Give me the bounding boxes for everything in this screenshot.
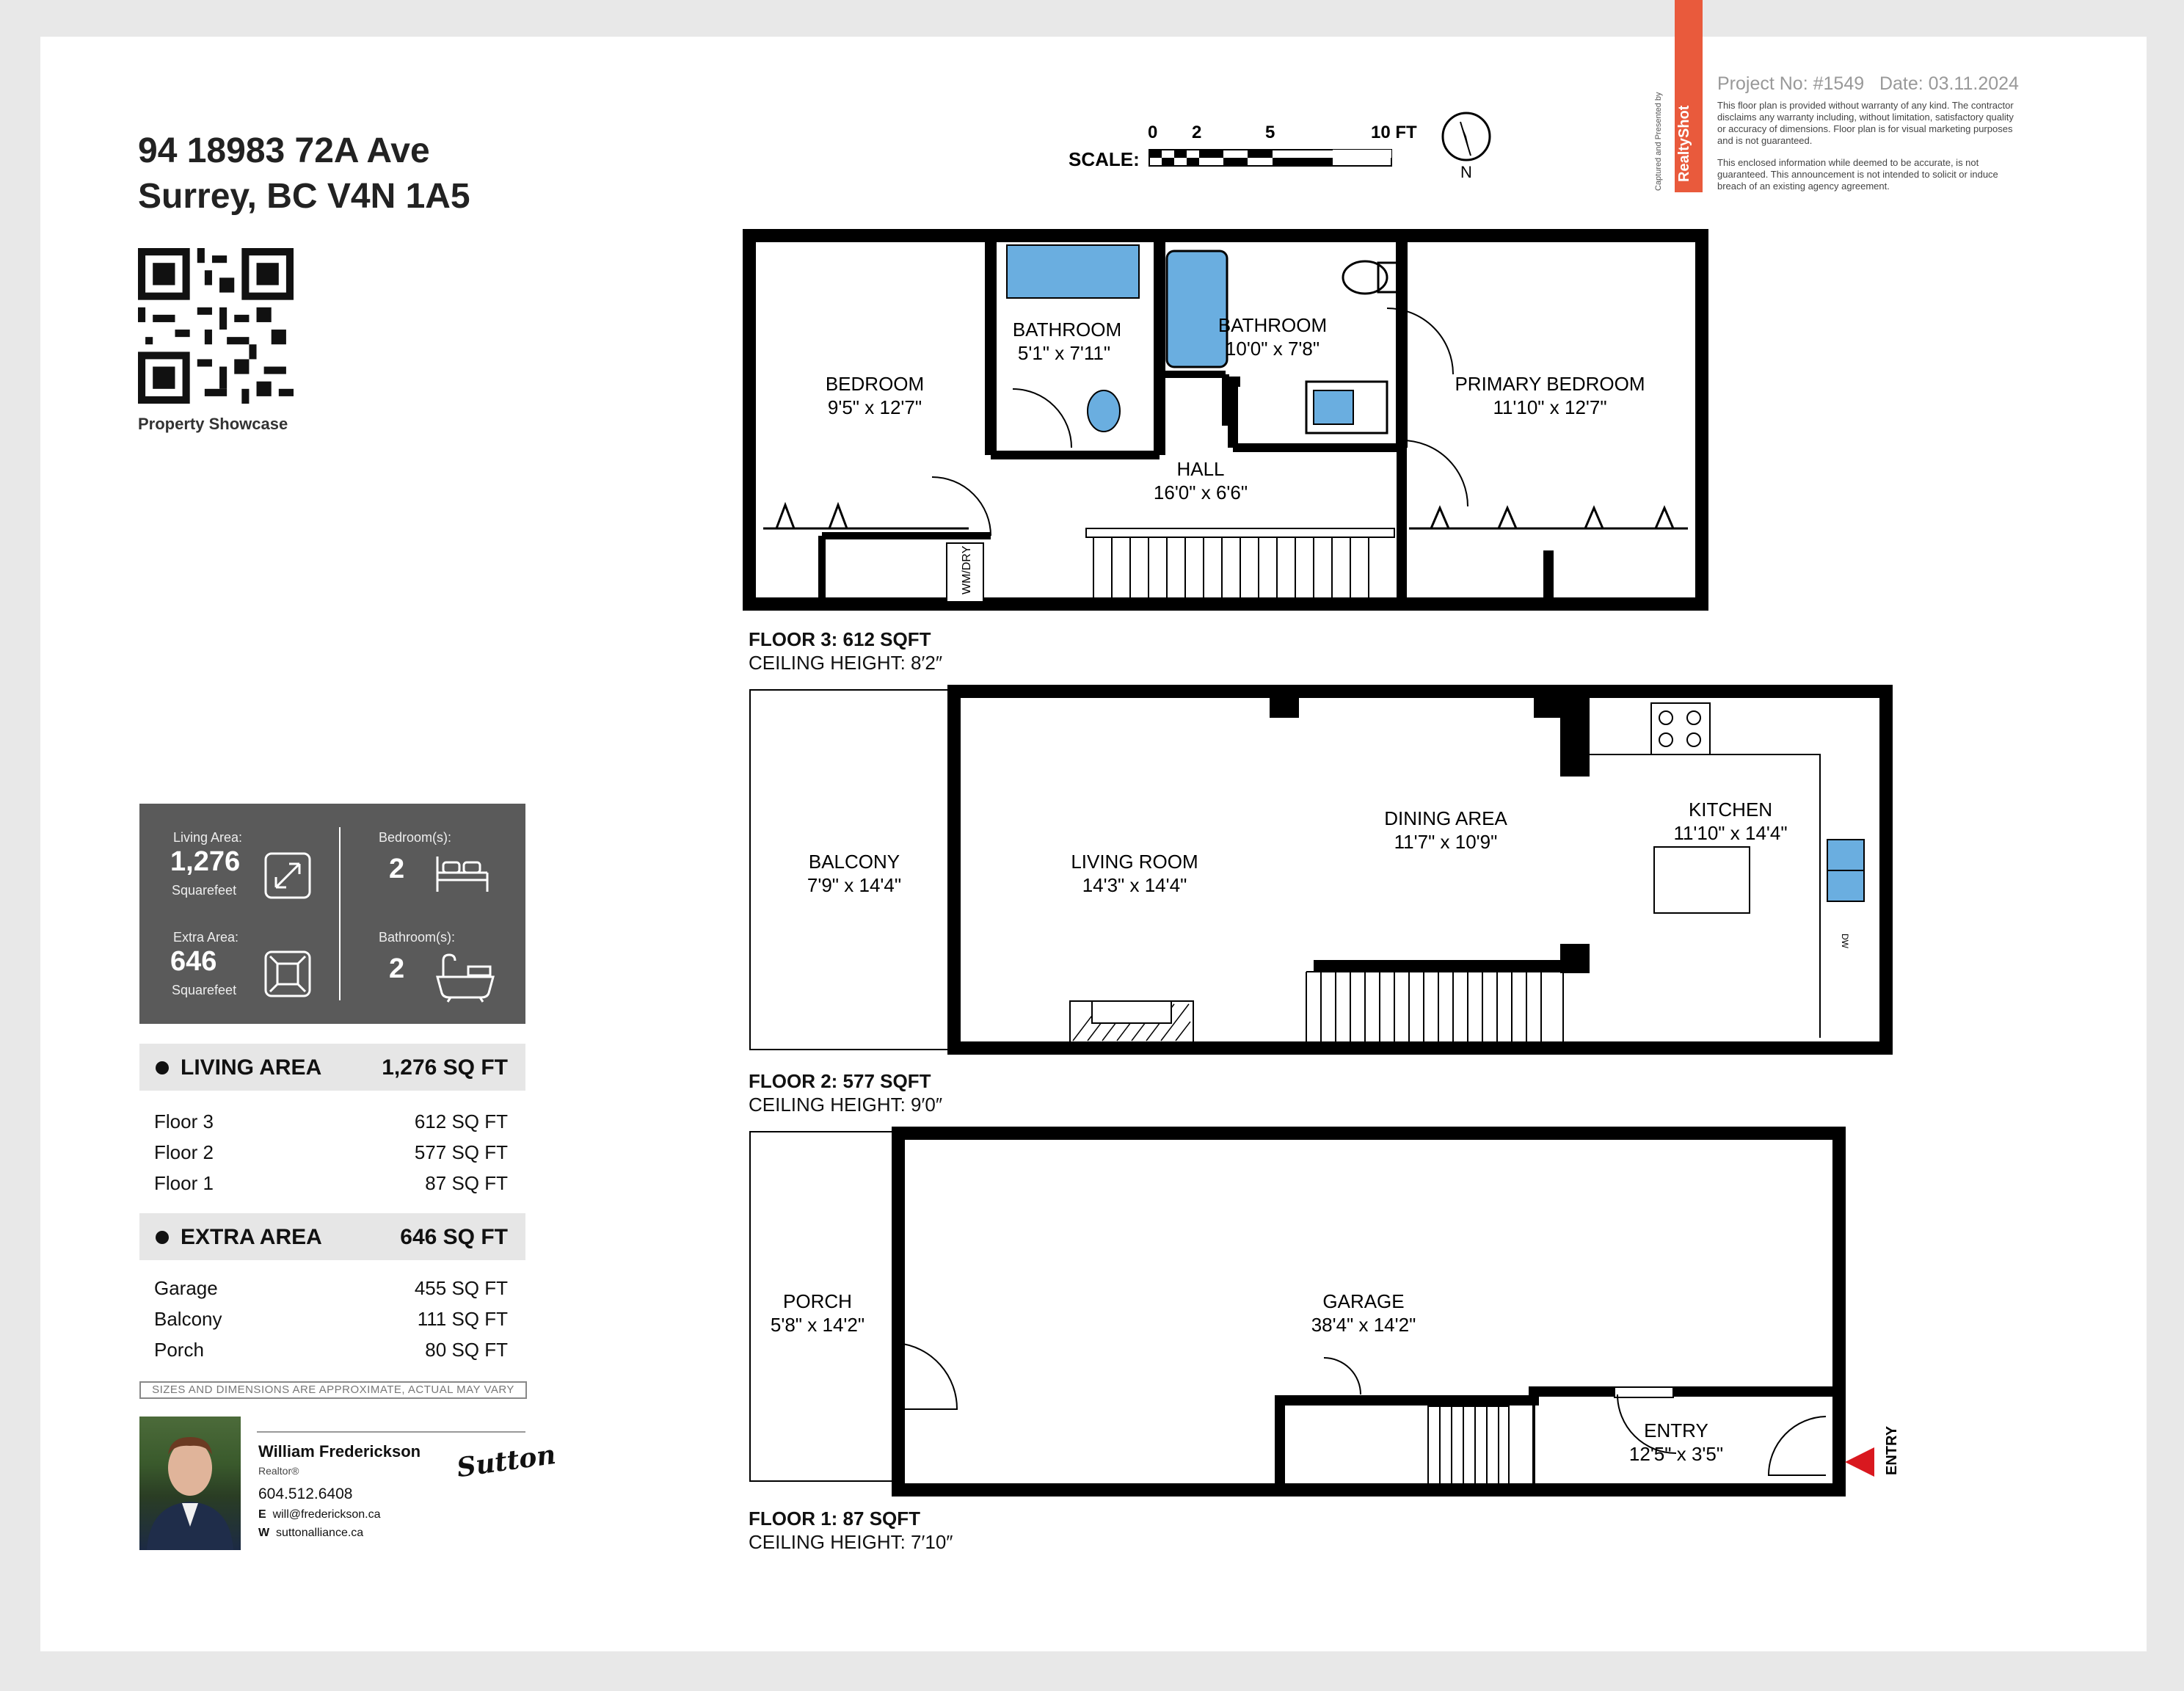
floor-3-ceiling: CEILING HEIGHT: 8′2″ bbox=[749, 652, 943, 674]
disclaimer-line: and is not guaranteed. bbox=[1717, 135, 1813, 146]
disclaimer-line: This enclosed information while deemed to be accurate, is not bbox=[1717, 157, 1979, 168]
project-date: Date: 03.11.2024 bbox=[1879, 73, 2019, 94]
area-row bbox=[154, 1277, 508, 1302]
agent-portrait bbox=[139, 1417, 241, 1550]
address-line-2: Surrey, BC V4N 1A5 bbox=[138, 177, 470, 216]
extra-area-unit: Squarefeet bbox=[172, 983, 237, 997]
area-row bbox=[154, 1110, 508, 1135]
dishwasher-label: DW bbox=[1840, 934, 1850, 948]
email-text: will@frederickson.ca bbox=[272, 1508, 381, 1521]
entry-arrow-icon bbox=[1845, 1447, 1874, 1477]
area-row-name: Floor 2 bbox=[154, 1141, 214, 1163]
disclaimer-line: breach of an existing agency agreement. bbox=[1717, 181, 1890, 192]
washer-dryer-label: WM/DRY bbox=[961, 545, 973, 594]
disclaimer-line: This floor plan is provided without warranty of any kind. The contractor bbox=[1717, 100, 2014, 111]
property-address bbox=[138, 128, 470, 219]
scale-label: SCALE: bbox=[1069, 148, 1140, 170]
floor-2-ceiling: CEILING HEIGHT: 9′0″ bbox=[749, 1094, 943, 1116]
room-dim-dining: 11'7" x 10'9" bbox=[1394, 831, 1498, 853]
project-number: Project No: #1549 bbox=[1717, 73, 1865, 94]
floor-1-title: FLOOR 1: 87 SQFT bbox=[749, 1508, 921, 1530]
bathrooms-value: 2 bbox=[389, 953, 405, 984]
disclaimer-line: or accuracy of dimensions. Floor plan is for visual marketing purposes bbox=[1717, 123, 2013, 134]
area-row-value: 612 SQ FT bbox=[414, 1110, 508, 1132]
room-name-porch: PORCH bbox=[783, 1290, 852, 1312]
room-dim-balcony: 7'9" x 14'4" bbox=[807, 874, 902, 896]
brand-bar bbox=[1675, 0, 1703, 192]
agent-divider bbox=[257, 1431, 525, 1433]
captured-by: Captured and Presented by bbox=[1654, 92, 1663, 191]
extra-area-label: Extra Area: bbox=[173, 930, 239, 945]
area-row-name: Balcony bbox=[154, 1308, 222, 1330]
area-row-name: Floor 1 bbox=[154, 1172, 214, 1194]
living-area-header bbox=[139, 1044, 525, 1091]
area-row bbox=[154, 1308, 508, 1333]
bedrooms-value: 2 bbox=[389, 854, 405, 884]
room-name-bath1: BATHROOM bbox=[1012, 319, 1122, 341]
disclaimer-2 bbox=[1717, 157, 2055, 192]
area-row-value: 80 SQ FT bbox=[425, 1339, 508, 1361]
room-name-living: LIVING ROOM bbox=[1071, 851, 1198, 873]
bullet-icon bbox=[156, 1231, 169, 1244]
entry-marker-label: ENTRY bbox=[1884, 1425, 1900, 1475]
room-name-bath2: BATHROOM bbox=[1217, 314, 1328, 336]
room-name-balcony: BALCONY bbox=[808, 851, 900, 873]
qr-code[interactable] bbox=[138, 248, 294, 404]
size-disclaimer: SIZES AND DIMENSIONS ARE APPROXIMATE, ACTUAL MAY VARY bbox=[139, 1381, 527, 1399]
room-dim-bath2: 10'0" x 7'8" bbox=[1225, 338, 1320, 360]
disclaimer-line: disclaims any warranty including, without limitation, satisfactory quality bbox=[1717, 112, 2014, 123]
room-name-primary: PRIMARY BEDROOM bbox=[1455, 373, 1645, 395]
room-name-bedroom: BEDROOM bbox=[825, 373, 925, 395]
room-dim-porch: 5'8" x 14'2" bbox=[770, 1314, 865, 1336]
living-area-label: Living Area: bbox=[173, 830, 243, 845]
area-row-name: Floor 3 bbox=[154, 1110, 214, 1132]
north-label: N bbox=[1460, 163, 1472, 181]
expand-icon bbox=[264, 852, 311, 899]
qr-caption: Property Showcase bbox=[138, 415, 288, 433]
room-dim-living: 14'3" x 14'4" bbox=[1082, 874, 1187, 896]
disclaimer-1 bbox=[1717, 100, 2055, 147]
extra-area-title: EXTRA AREA bbox=[181, 1225, 322, 1249]
area-row bbox=[154, 1141, 508, 1166]
brokerage-logo: Sutton bbox=[454, 1439, 558, 1484]
scale-tick: 5 bbox=[1265, 123, 1275, 142]
room-dim-bath1: 5'1" x 7'11" bbox=[1017, 342, 1111, 364]
room-name-garage: GARAGE bbox=[1322, 1290, 1405, 1312]
room-dim-bedroom: 9'5" x 12'7" bbox=[827, 396, 922, 418]
agent-phone[interactable]: 604.512.6408 bbox=[258, 1485, 353, 1502]
floor-3-title: FLOOR 3: 612 SQFT bbox=[749, 628, 931, 650]
scale-tick: 10 FT bbox=[1371, 123, 1417, 142]
room-dim-hall: 16'0" x 6'6" bbox=[1153, 481, 1248, 503]
stats-panel bbox=[139, 804, 525, 1024]
living-area-total: 1,276 SQ FT bbox=[382, 1055, 508, 1080]
area-row-name: Porch bbox=[154, 1339, 204, 1361]
area-row-value: 455 SQ FT bbox=[414, 1277, 508, 1299]
floor-3-plan bbox=[741, 228, 1725, 624]
extra-area-total: 646 SQ FT bbox=[400, 1225, 508, 1249]
agent-name: William Frederickson bbox=[258, 1442, 421, 1461]
email-prefix: E bbox=[258, 1508, 266, 1521]
stairs bbox=[1428, 1406, 1509, 1484]
area-row bbox=[154, 1339, 508, 1364]
scale-tick: 2 bbox=[1192, 123, 1202, 142]
room-name-hall: HALL bbox=[1176, 458, 1225, 480]
room-dim-primary: 11'10" x 12'7" bbox=[1493, 396, 1607, 418]
scale-tick: 0 bbox=[1148, 123, 1158, 142]
bullet-icon bbox=[156, 1061, 169, 1074]
address-line-1: 94 18983 72A Ave bbox=[138, 131, 430, 170]
extra-area-value: 646 bbox=[170, 946, 217, 977]
web-prefix: W bbox=[258, 1527, 270, 1539]
floor-2-title: FLOOR 2: 577 SQFT bbox=[749, 1070, 931, 1092]
agent-email[interactable] bbox=[258, 1508, 381, 1521]
floor-1-plan bbox=[741, 1123, 1915, 1505]
living-area-unit: Squarefeet bbox=[172, 883, 237, 898]
stairs bbox=[1306, 972, 1563, 1048]
brand-name: RealtyShot bbox=[1676, 105, 1692, 182]
shrink-icon bbox=[264, 950, 311, 997]
bedrooms-label: Bedroom(s): bbox=[379, 830, 452, 845]
extra-area-header bbox=[139, 1213, 525, 1260]
room-name-entry: ENTRY bbox=[1644, 1419, 1708, 1441]
kitchen-counters bbox=[1590, 703, 1864, 1038]
north-arrow-icon bbox=[1438, 110, 1497, 183]
room-dim-entry: 12'5" x 3'5" bbox=[1628, 1443, 1724, 1465]
project-info bbox=[1717, 73, 2019, 95]
floor-2-plan bbox=[741, 681, 1915, 1063]
web-text: suttonalliance.ca bbox=[276, 1527, 364, 1539]
stats-divider bbox=[339, 827, 341, 1000]
closets bbox=[763, 505, 1688, 528]
room-name-kitchen: KITCHEN bbox=[1688, 799, 1773, 821]
bathtub-icon bbox=[430, 950, 500, 1003]
area-row bbox=[154, 1172, 508, 1197]
living-area-title: LIVING AREA bbox=[181, 1055, 322, 1080]
agent-title: Realtor® bbox=[258, 1465, 299, 1477]
agent-photo bbox=[139, 1417, 241, 1550]
living-area-value: 1,276 bbox=[170, 846, 241, 877]
fireplace bbox=[1070, 1001, 1193, 1044]
room-dim-kitchen: 11'10" x 14'4" bbox=[1673, 822, 1788, 844]
area-row-value: 577 SQ FT bbox=[414, 1141, 508, 1163]
disclaimer-line: guaranteed. This announcement is not intended to solicit or induce bbox=[1717, 169, 1998, 180]
area-row-value: 87 SQ FT bbox=[425, 1172, 508, 1194]
room-name-dining: DINING AREA bbox=[1384, 807, 1507, 829]
room-dim-garage: 38'4" x 14'2" bbox=[1311, 1314, 1416, 1336]
bathrooms-label: Bathroom(s): bbox=[379, 930, 456, 945]
area-row-name: Garage bbox=[154, 1277, 218, 1299]
agent-website[interactable] bbox=[258, 1527, 363, 1540]
bed-icon bbox=[433, 851, 492, 898]
floor-1-ceiling: CEILING HEIGHT: 7′10″ bbox=[749, 1531, 953, 1553]
area-row-value: 111 SQ FT bbox=[417, 1308, 508, 1330]
stairs bbox=[1086, 528, 1394, 598]
